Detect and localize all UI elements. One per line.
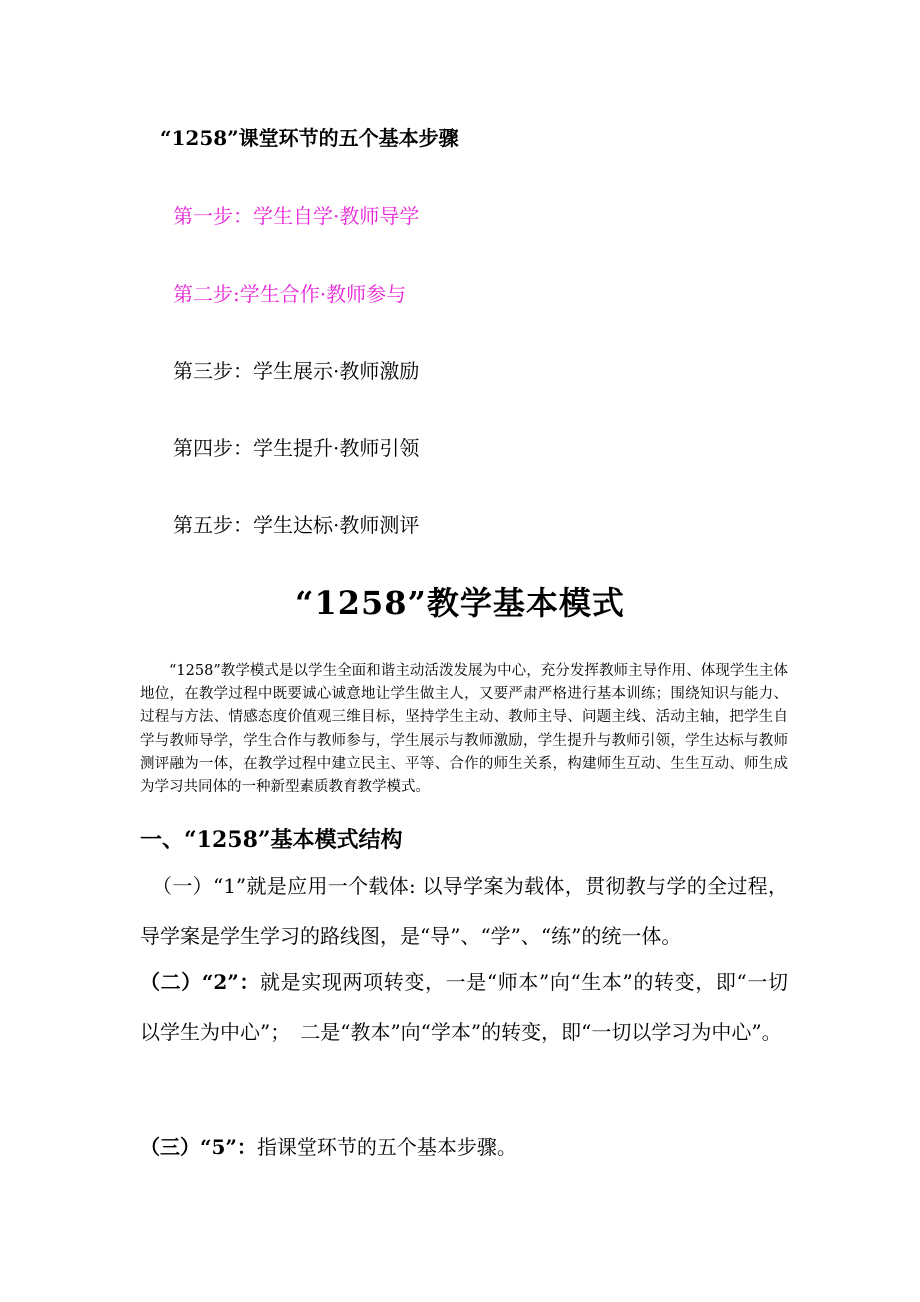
step-3: 第三步：学生展示·教师激励 bbox=[173, 359, 420, 383]
structure-item-3-label: （三）“5”： bbox=[140, 1135, 257, 1159]
structure-item-2-label: （二）“2”： bbox=[140, 970, 261, 994]
structure-heading: 一、“1258”基本模式结构 bbox=[140, 827, 403, 853]
structure-item-3 bbox=[140, 1122, 788, 1172]
step-2: 第二步:学生合作·教师参与 bbox=[173, 282, 407, 306]
step-4: 第四步：学生提升·教师引领 bbox=[173, 436, 420, 460]
structure-item-2 bbox=[140, 957, 788, 1057]
structure-item-1: （一）“1”就是应用一个载体: 以导学案为载体，贯彻教与学的全过程，导学案是学生学习的路线图，是“导”、“学”、“练”的统一体。 bbox=[140, 874, 788, 948]
step-5: 第五步：学生达标·教师测评 bbox=[173, 513, 420, 537]
intro-paragraph: “1258”教学模式是以学生全面和谐主动活泼发展为中心，充分发挥教师主导作用、体现学生主体地位，在教学过程中既要诚心诚意地让学生做主人，又要严肃严格进行基本训练；围绕知识与能力、过程与方法、情感态度价值观三维目标，坚持学生主动、教师主导、问题主线、活动主轴，把学生自学与教师导学，学生合作与教师参与，学生展示与教师激励，学生提升与教师引领，学生达标与教师测评融为一体，在教学过程中建立民主、平等、合作的师生关系，构建师生互动、生生互动、师生成为学习共同体的一种新型素质教育教学模式。 bbox=[140, 663, 788, 796]
structure-item-2-text: 就是实现两项转变，一是“师本”向“生本”的转变，即“一切以学生为中心”； 二是“教本”向“学本”的转变，即“一切以学习为中心”。 bbox=[140, 970, 788, 1044]
structure-item-3-text: 指课堂环节的五个基本步骤。 bbox=[256, 1135, 517, 1159]
main-title: “1258”教学基本模式 bbox=[295, 584, 625, 622]
step-1: 第一步：学生自学·教师导学 bbox=[173, 204, 420, 228]
steps-section-title: “1258”课堂环节的五个基本步骤 bbox=[160, 126, 459, 150]
